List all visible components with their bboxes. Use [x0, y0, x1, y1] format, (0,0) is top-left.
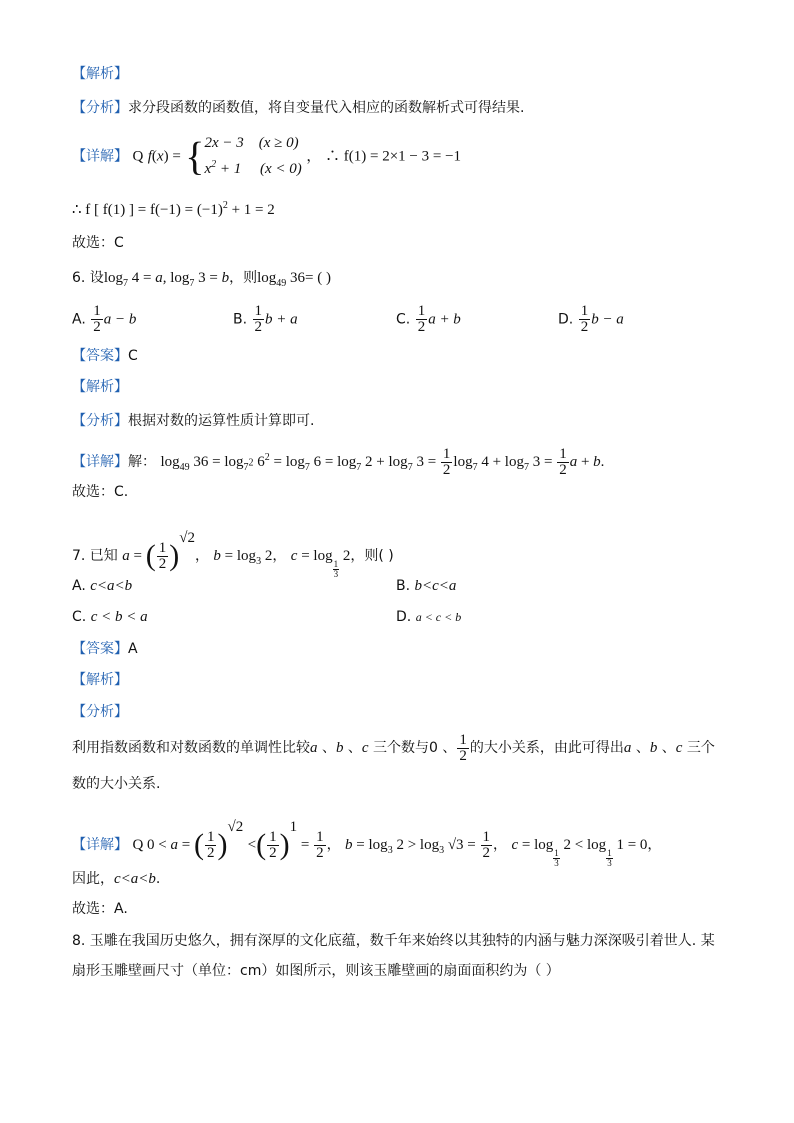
q7-option-a: A. c<a<b [72, 578, 133, 594]
q6-choice: 故选：C. [72, 484, 129, 500]
q6-option-b: B. $\frac{1}{2}$ b + a [233, 303, 298, 335]
q6-option-c: C. $\frac{1}{2}$ a + b [396, 303, 461, 335]
xiangjie-label: 【详解】 [72, 148, 128, 165]
q8-stem-line1: 8. 玉雕在我国历史悠久，拥有深厚的文化底蕴，数千年来始终以其独特的内涵与魅力深深吸引着世人. 某 [72, 933, 715, 949]
piece-1: 2x − 3 (x ≥ 0) [204, 135, 299, 151]
q7-stem: 7. 已知 a = ( $\frac{1}{2}$ )$^{√2}$， $b = \log_3 2$， c = log $\frac{1}{3}$ 2，则( ) [72, 530, 394, 579]
q5-choice: 故选：C [72, 235, 124, 251]
q7-choice: 故选：A. [72, 901, 128, 917]
q6-jiexi-label: 【解析】 [72, 379, 128, 395]
fenxi-label: 【分析】 [72, 100, 128, 116]
jiexi-label: 【解析】 [72, 66, 128, 82]
because-symbol: Q [132, 148, 144, 165]
q6-stem: 6. 设$\log_7 4 = a$, $\log_7 3 = b$，则$\log_{49} 36=$ ( ) [72, 270, 331, 289]
q7-conclusion: 因此，c<a<b. [72, 871, 161, 887]
q5-calc-1: ， ∴ f(1) = 2×1 − 3 = −1 [306, 148, 462, 165]
q7-answer: 【答案】A [72, 641, 138, 657]
piecewise-function [204, 133, 301, 180]
q5-calc-2: ∴ f [ f(1) ] = $f(-1) = (-1)^2 + 1 = 2$ [72, 200, 275, 218]
q7-option-b: B. b<c<a [396, 578, 457, 594]
q8-stem-line2: 扇形玉雕壁画尺寸（单位：cm）如图所示，则该玉雕壁画的扇面面积约为（ ） [72, 963, 560, 979]
q7-fenxi-label: 【分析】 [72, 704, 128, 720]
q5-detail: 【详解】 Q f(x) = { 2x − 3 (x ≥ 0) $x^2 + 1$ (x < 0) ， ∴ f(1) = 2×1 − 3 = −1 [72, 133, 462, 179]
q6-answer: 【答案】C [72, 348, 138, 364]
piece-2: $x^2 + 1$ (x < 0) [204, 159, 302, 177]
q6-option-a: A. $\frac{1}{2}$ a − b [72, 303, 137, 335]
q6-analysis: 【分析】根据对数的运算性质计算即可. [72, 413, 315, 429]
q6-detail: 【详解】解： $\log_{49} 36 = \log_{7^2} 6^2 = \log_7 6 = \log_7 2 + \log_7 3$ = $\frac{1}{2}$ $\log_7 4 + \log_7 3$ = $\frac{1}{2}$ a + b. [72, 445, 605, 478]
q5-analysis-text: 求分段函数的函数值，将自变量代入相应的函数解析式可得结果. [128, 100, 525, 116]
q7-analysis-line1: 利用指数函数和对数函数的单调性比较a 、b 、c 三个数与0 、 $\frac{1}{2}$ 的大小关系，由此可得出a 、b 、c 三个 [72, 731, 715, 764]
q7-option-c: C. c < b < a [72, 609, 148, 625]
q7-option-d: D. a < c < b [396, 609, 462, 625]
q7-analysis-line2: 数的大小关系. [72, 776, 161, 792]
q7-detail: 【详解】 Q 0 < a = ( $\frac{1}{2}$ )$^{√2}$ <( $\frac{1}{2}$ )$^1$ = $\frac{1}{2}$ ， $b = \log_3 2 > \log_3 √3$ = $\frac{1}{2}$ ， c = log $\frac{1}{3}$ 2 < log $\frac{1}{3}$ 1 = 0， [72, 819, 662, 868]
q7-jiexi-label: 【解析】 [72, 672, 128, 688]
q6-option-d: D. $\frac{1}{2}$ b − a [558, 303, 624, 335]
q5-analysis [72, 98, 524, 118]
